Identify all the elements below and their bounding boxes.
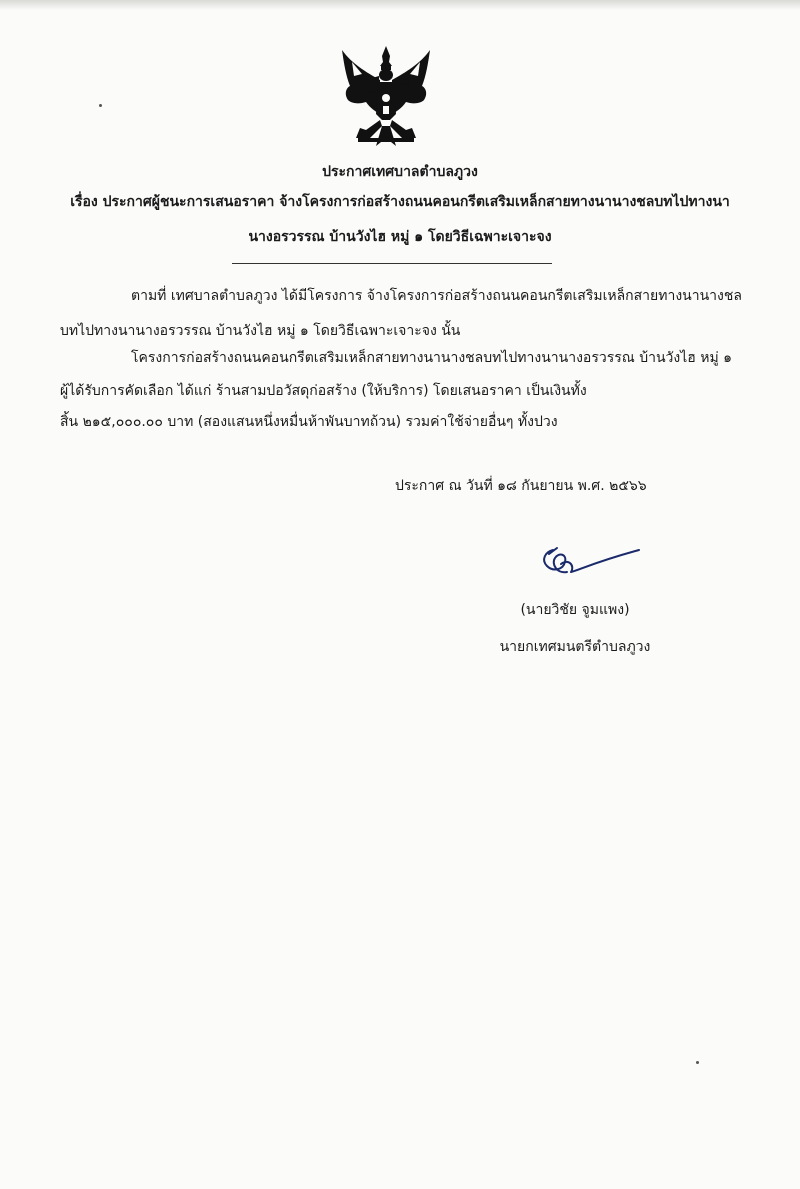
paragraph-2-line-2: ผู้ได้รับการคัดเลือก ได้แก่ ร้านสามปอวัสดุก่อสร้าง (ให้บริการ) โดยเสนอราคา เป็นเงินทั้ง	[60, 383, 587, 399]
divider-rule	[232, 263, 552, 264]
announcement-date: ประกาศ ณ วันที่ ๑๘ กันยายน พ.ศ. ๒๕๖๖	[395, 478, 647, 494]
handwritten-signature	[535, 540, 645, 582]
announcement-header: ประกาศเทศบาลตำบลภูวง	[322, 164, 478, 180]
scan-edge-shadow	[0, 0, 800, 10]
paragraph-2-line-3: สิ้น ๒๑๕,๐๐๐.๐๐ บาท (สองแสนหนึ่งหมื่นห้าพันบาทถ้วน) รวมค่าใช้จ่ายอื่นๆ ทั้งปวง	[60, 414, 558, 430]
garuda-emblem-icon	[336, 42, 436, 152]
paragraph-1-line-1: ตามที่ เทศบาลตำบลภูวง ได้มีโครงการ จ้างโครงการก่อสร้างถนนคอนกรีตเสริมเหล็กสายทางนานางชล	[131, 288, 742, 304]
signatory-position: นายกเทศมนตรีตำบลภูวง	[499, 639, 651, 655]
subject-line-2: นางอรวรรณ บ้านวังไฮ หมู่ ๑ โดยวิธีเฉพาะเจาะจง	[248, 229, 552, 245]
scan-speck	[99, 104, 102, 107]
subject-line-1: เรื่อง ประกาศผู้ชนะการเสนอราคา จ้างโครงการก่อสร้างถนนคอนกรีตเสริมเหล็กสายทางนานางชลบทไปทางนา	[70, 194, 730, 210]
signatory-name: (นายวิชัย จูมแพง)	[520, 602, 630, 618]
paragraph-2-line-1: โครงการก่อสร้างถนนคอนกรีตเสริมเหล็กสายทางนานางชลบทไปทางนานางอรวรรณ บ้านวังไฮ หมู่ ๑	[131, 350, 733, 366]
scan-speck	[696, 1061, 699, 1064]
paragraph-1-line-2: บทไปทางนานางอรวรรณ บ้านวังไฮ หมู่ ๑ โดยวิธีเฉพาะเจาะจง นั้น	[60, 323, 461, 339]
